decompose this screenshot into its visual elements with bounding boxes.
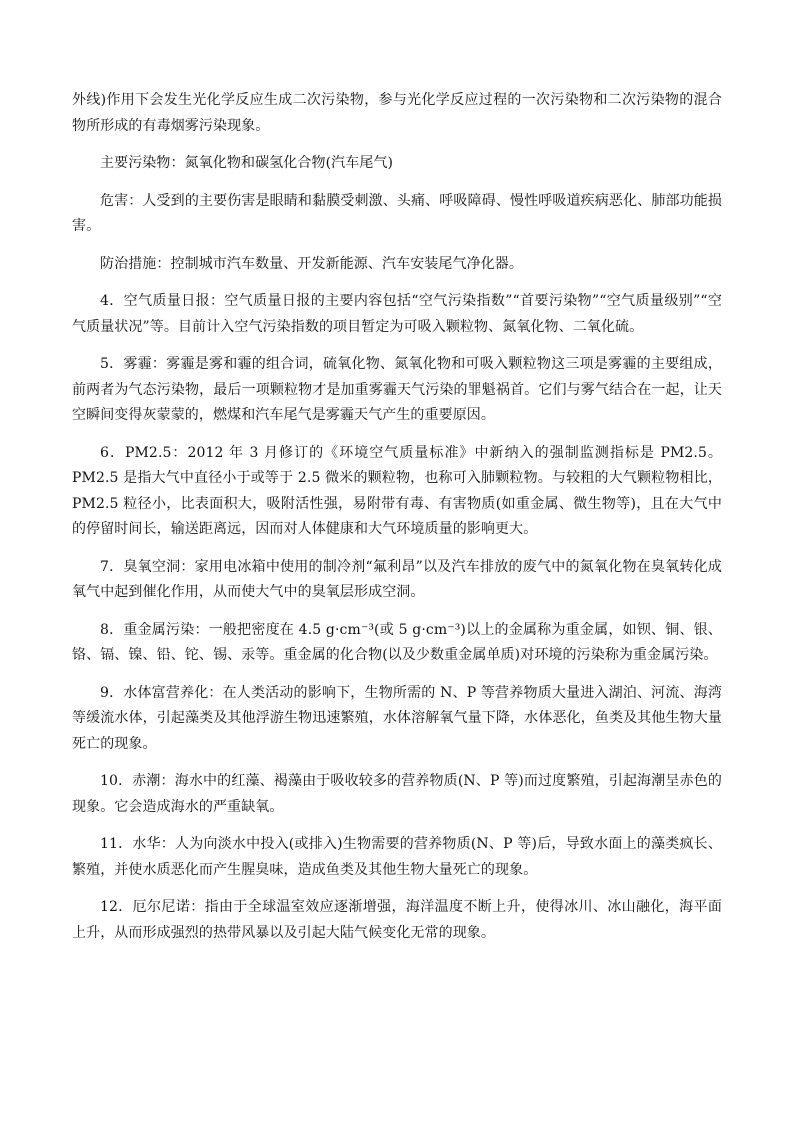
paragraph-heavy-metal: 8．重金属污染：一般把密度在 4.5 g·cm⁻³(或 5 g·cm⁻³)以上的金属称为重金属，如钡、铜、银、铬、镉、镍、铅、铊、锡、汞等。重金属的化合物(以及少数重金属单质)对环境的污染称为重金属污染。 <box>72 621 722 663</box>
paragraph-continuation: 外线)作用下会发生光化学反应生成二次污染物，参与光化学反应过程的一次污染物和二次污染物的混合物所形成的有毒烟雾污染现象。 <box>72 92 722 134</box>
paragraph-harm: 危害：人受到的主要伤害是眼睛和黏膜受刺激、头痛、呼吸障碍、慢性呼吸道疾病恶化、肺部功能损害。 <box>72 192 722 234</box>
document-page <box>72 88 722 958</box>
paragraph-pm25: 6．PM2.5：2012 年 3 月修订的《环境空气质量标准》中新纳入的强制监测指标是 PM2.5。PM2.5 是指大气中直径小于或等于 2.5 微米的颗粒物，也称可入肺颗粒物。与较粗的大气颗粒物相比，PM2.5 粒径小，比表面积大，吸附活性强，易附带有毒、有害物质(如重金属、微生物等)，且在大气中的停留时间长，输送距离远，因而对人体健康和大气环境质量的影响更大。 <box>72 444 722 537</box>
paragraph-red-tide: 10．赤潮：海水中的红藻、褐藻由于吸收较多的营养物质(N、P 等)而过度繁殖，引起海潮呈赤色的现象。它会造成海水的严重缺氧。 <box>72 773 722 815</box>
paragraph-prevention: 防治措施：控制城市汽车数量、开发新能源、汽车安装尾气净化器。 <box>100 255 523 272</box>
paragraph-algal-bloom: 11．水华：人为向淡水中投入(或排入)生物需要的营养物质(N、P 等)后，导致水面上的藻类疯长、繁殖，并使水质恶化而产生腥臭味，造成鱼类及其他生物大量死亡的现象。 <box>72 836 722 878</box>
paragraph-smog-haze: 5．雾霾：雾霾是雾和霾的组合词，硫氧化物、氮氧化物和可吸入颗粒物这三项是雾霾的主要组成，前两者为气态污染物，最后一项颗粒物才是加重雾霾天气污染的罪魁祸首。它们与雾气结合在一起，让天空瞬间变得灰蒙蒙的，燃煤和汽车尾气是雾霾天气产生的重要原因。 <box>72 356 722 423</box>
paragraph-main-pollutants: 主要污染物：氮氧化物和碳氢化合物(汽车尾气) <box>100 155 394 171</box>
paragraph-el-nino: 12．厄尔尼诺：指由于全球温室效应逐渐增强，海洋温度不断上升，使得冰川、冰山融化，海平面上升，从而形成强烈的热带风暴以及引起大陆气候变化无常的现象。 <box>72 899 722 941</box>
paragraph-eutrophication: 9．水体富营养化：在人类活动的影响下，生物所需的 N、P 等营养物质大量进入湖泊、河流、海湾等缓流水体，引起藻类及其他浮游生物迅速繁殖，水体溶解氧气量下降，水体恶化，鱼类及其他生物大量死亡的现象。 <box>72 684 722 752</box>
paragraph-ozone-hole: 7．臭氧空洞：家用电冰箱中使用的制冷剂“氟利昂”以及汽车排放的废气中的氮氧化物在臭氧转化成氧气中起到催化作用，从而使大气中的臭氧层形成空洞。 <box>72 558 722 600</box>
paragraph-air-quality-report: 4．空气质量日报：空气质量日报的主要内容包括“空气污染指数”“首要污染物”“空气质量级别”“空气质量状况”等。目前计入空气污染指数的项目暂定为可吸入颗粒物、氮氧化物、二氧化硫。 <box>72 293 722 335</box>
